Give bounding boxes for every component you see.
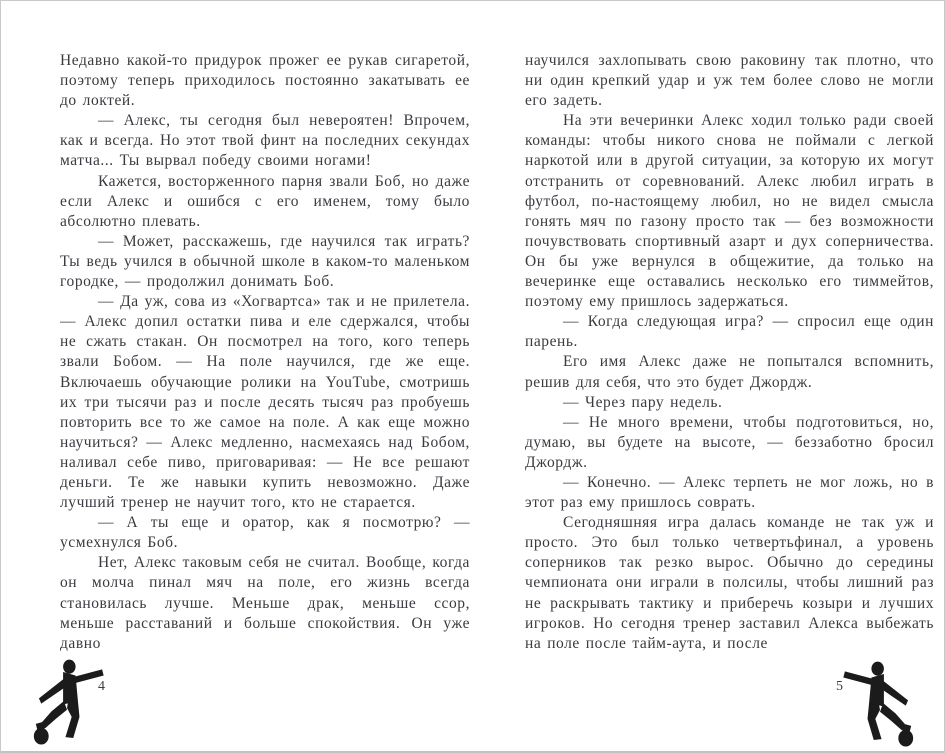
paragraph: Его имя Алекс даже не попытался вспомнить, решив для себя, что это будет Джордж. — [525, 353, 934, 391]
paragraph: — Может, расскажешь, где научился так играть? Ты ведь учился в обычной школе в каком-то маленьком городке, — продолжил донимать Боб. — [60, 232, 470, 291]
page-5-text-column — [525, 51, 934, 661]
paragraph: — Конечно. — Алекс терпеть не мог ложь, но в этот раз ему пришлось соврать. — [525, 473, 934, 512]
footballer-kick-icon — [28, 657, 106, 745]
paragraph: научился захлопывать свою раковину так плотно, что ни один крепкий удар и уж тем более слово не могли его задеть. — [525, 52, 934, 110]
paragraph: Нет, Алекс таковым себя не считал. Вообще, когда он молча пинал мяч на поле, его жизнь всегда становилась лучше. Меньше драк, меньше ссор, меньше расставаний и больше спокойствия. Он уже давно — [60, 554, 470, 652]
paragraph: — Когда следующая игра? — спросил еще один парень. — [525, 313, 934, 351]
paragraph: Недавно какой-то придурок прожег ее рукав сигаретой, поэтому теперь приходилось постоянно закатывать ее до локтей. — [60, 52, 470, 110]
paragraph: Сегодняшняя игра далась команде не так уж и просто. Это был только четвертьфинал, а уровень соперников так резко вырос. Обычно до середины чемпионата они играли в полсилы, чтобы лишний раз не раскрывать тактику и приберечь козыри и лучших игроков. Но сегодня тренер заставил Алекса выбежать на поле после тайм-аута, и после — [525, 514, 934, 652]
paragraph: — А ты еще и оратор, как я посмотрю? — усмехнулся Боб. — [60, 514, 470, 552]
paragraph: — Не много времени, чтобы подготовиться, но, думаю, вы будете на высоте, — беззаботно бросил Джордж. — [525, 413, 934, 471]
page-number: 4 — [98, 679, 106, 694]
paragraph: — Через пару недель. — [563, 393, 723, 411]
paragraph: — Да уж, сова из «Хогвартса» так и не прилетела. — Алекс допил остатки пива и еле сдержался, чтобы не сжать стакан. Он посмотрел на того, кого теперь звали Бобом. — На поле научился, где же еще. Включаешь обучающие ролики на YouTube, смотришь их три тысячи раз и после десять тысяч раз пробуешь повторить все то же самое на поле. А как еще можно научиться? — Алекс медленно, насмехаясь над Бобом, наливал себе пиво, приговаривая: — Не все решают деньги. Те же навыки купить невозможно. Даже лучший тренер не научит того, кто не старается. — [60, 293, 470, 512]
page-4-text-column — [60, 51, 470, 661]
paragraph: — Алекс, ты сегодня был невероятен! Впрочем, как и всегда. Но этот твой финт на последних секундах матча... Ты вырвал победу своими ногами! — [60, 112, 470, 170]
paragraph: Кажется, восторженного парня звали Боб, но даже если Алекс и ошибся с его именем, тому было абсолютно плевать. — [60, 172, 470, 230]
page-number: 5 — [836, 679, 844, 694]
paragraph: На эти вечеринки Алекс ходил только ради своей команды: чтобы никого снова не поймали с легкой наркотой или в другой ситуации, за которую их могут отстранить от соревнований. Алекс любил играть в футбол, по-настоящему любил, но не видел смысла гонять мяч по газону просто так — без возможности почувствовать спортивный азарт и дух соперничества. Он бы уже вернулся в общежитие, да только на вечеринке еще оставались несколько его тиммейтов, поэтому ему пришлось задержаться. — [525, 112, 934, 311]
footballer-kick-icon — [841, 659, 919, 747]
